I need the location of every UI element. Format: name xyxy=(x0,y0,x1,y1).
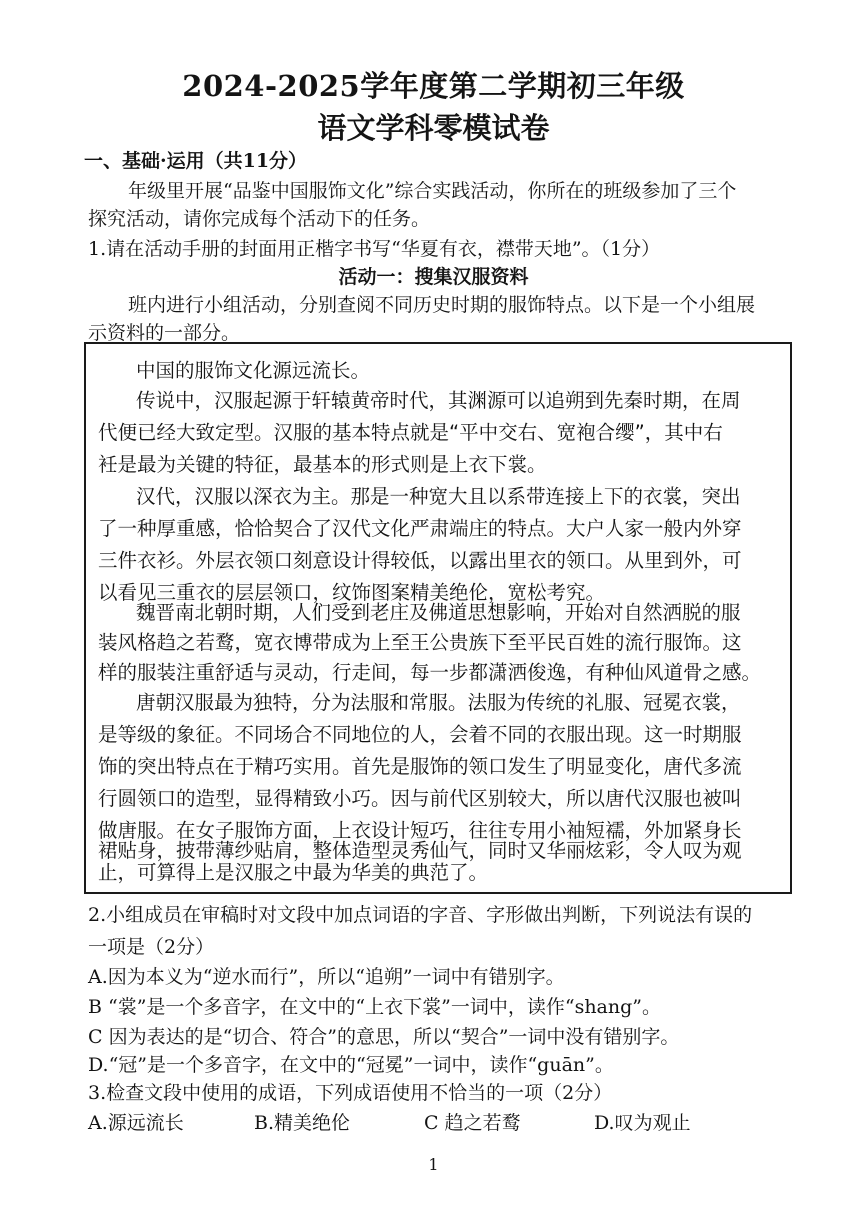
passage-line: 止，可算得上是汉服之中最为华美的典范了。 xyxy=(98,861,489,884)
question-2-option-a: A.因为本义为“逆水而行”，所以“追朔”一词中有错别字。 xyxy=(88,966,565,988)
page-number: 1 xyxy=(428,1155,439,1174)
question-2-option-c: C 因为表达的是“切合、符合”的意思，所以“契合”一词中没有错别字。 xyxy=(88,1026,680,1048)
passage-line: 唐朝汉服最为独特，分为法服和常服。法服为传统的礼服、冠冕衣裳， xyxy=(136,691,741,714)
activity-1-intro-line-1: 班内进行小组活动，分别查阅不同历史时期的服饰特点。以下是一个小组展 xyxy=(128,294,756,316)
question-3-option-a: A.源远流长 xyxy=(88,1112,184,1134)
question-3-option-c: C 趋之若鹜 xyxy=(424,1112,521,1134)
passage-line: 装风格趋之若鹜，宽衣博带成为上至王公贵族下至平民百姓的流行服饰。这 xyxy=(98,631,742,654)
section-heading: 一、基础·运用（共11分） xyxy=(84,150,308,172)
question-2-stem-line-2: 一项是（2分） xyxy=(88,936,215,958)
passage-line: 行圆领口的造型，显得精致小巧。因与前代区别较大，所以唐代汉服也被叫 xyxy=(98,787,742,810)
question-3-option-d: D.叹为观止 xyxy=(594,1112,691,1134)
question-3-option-b: B.精美绝伦 xyxy=(254,1112,351,1134)
passage-line: 是等级的象征。不同场合不同地位的人，会着不同的衣服出现。这一时期服 xyxy=(98,723,742,746)
passage-line: 魏晋南北朝时期，人们受到老庄及佛道思想影响，开始对自然洒脱的服 xyxy=(136,601,741,624)
passage-line: 做唐服。在女子服饰方面，上衣设计短巧，往往专用小袖短襦，外加紧身长 xyxy=(98,819,742,842)
passage-line: 饰的突出特点在于精巧实用。首先是服饰的领口发生了明显变化，唐代多流 xyxy=(98,755,742,778)
section-intro-line-2: 探究活动，请你完成每个活动下的任务。 xyxy=(88,208,431,230)
passage-line: 了一种厚重感，恰恰契合了汉代文化严肃端庄的特点。大户人家一般内外穿 xyxy=(98,517,742,540)
question-2-option-b: B “裳”是一个多音字，在文中的“上衣下裳”一词中，读作“shang”。 xyxy=(88,996,661,1018)
passage-line: 衽是最为关键的特征，最基本的形式则是上衣下裳。 xyxy=(98,453,547,476)
passage-line: 传说中，汉服起源于轩辕黄帝时代，其渊源可以追朔到先秦时期，在周 xyxy=(136,389,741,412)
activity-1-intro-line-2: 示资料的一部分。 xyxy=(88,322,241,344)
passage-line: 三件衣衫。外层衣领口刻意设计得较低，以露出里衣的领口。从里到外，可 xyxy=(98,549,742,572)
passage-line: 裙贴身，披带薄纱贴肩，整体造型灵秀仙气，同时又华丽炫彩，令人叹为观 xyxy=(98,839,742,862)
question-3-options xyxy=(88,1108,828,1138)
passage-line: 以看见三重衣的层层领口，纹饰图案精美绝伦，宽松考究。 xyxy=(98,581,606,604)
question-2-stem-line-1: 2.小组成员在审稿时对文段中加点词语的字音、字形做出判断，下列说法有误的 xyxy=(88,904,753,926)
passage-line: 汉代，汉服以深衣为主。那是一种宽大且以系带连接上下的衣裳，突出 xyxy=(136,485,741,508)
exam-title-line2: 语文学科零模试卷 xyxy=(317,111,550,145)
passage-line: 样的服装注重舒适与灵动，行走间，每一步都潇洒俊逸，有种仙风道骨之感。 xyxy=(98,661,762,684)
passage-line: 代便已经大致定型。汉服的基本特点就是“平中交右、宽袍合缨”，其中右 xyxy=(98,421,723,444)
question-2-option-d: D.“冠”是一个多音字，在文中的“冠冕”一词中，读作“guān”。 xyxy=(88,1054,614,1076)
passage-line: 中国的服饰文化源远流长。 xyxy=(136,359,371,382)
activity-1-title: 活动一：搜集汉服资料 xyxy=(338,266,529,288)
question-3-stem: 3.检查文段中使用的成语，下列成语使用不恰当的一项（2分） xyxy=(88,1082,613,1104)
exam-title-line1: 2024-2025学年度第二学期初三年级 xyxy=(182,69,685,103)
question-1: 1.请在活动手册的封面用正楷字书写“华夏有衣，襟带天地”。（1分） xyxy=(88,238,661,260)
section-intro-line-1: 年级里开展“品鉴中国服饰文化”综合实践活动，你所在的班级参加了三个 xyxy=(128,180,737,202)
